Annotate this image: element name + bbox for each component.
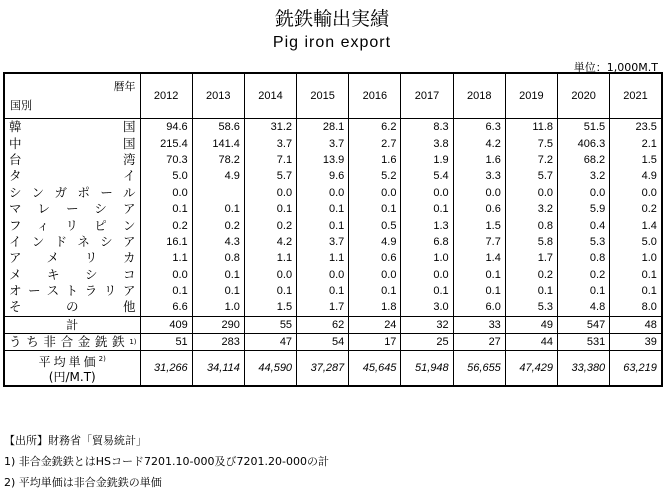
value-cell: 0.1 [401, 283, 453, 299]
value-cell: 0.1 [401, 201, 453, 217]
total-cell: 62 [297, 316, 349, 333]
year-cell: 2013 [192, 73, 244, 119]
value-cell: 1.4 [610, 217, 662, 233]
nonalloy-cell: 25 [401, 334, 453, 351]
total-cell: 48 [610, 316, 662, 333]
value-cell: 0.2 [192, 217, 244, 233]
year-cell: 2016 [349, 73, 401, 119]
country-label: その他 [4, 299, 140, 316]
nonalloy-cell: 531 [558, 334, 610, 351]
value-cell: 6.6 [140, 299, 192, 316]
value-cell: 0.2 [558, 267, 610, 283]
country-header: 国別 [10, 99, 32, 112]
value-cell: 8.3 [401, 119, 453, 136]
value-cell: 31.2 [244, 119, 296, 136]
nonalloy-label-char: 鉄 [112, 334, 125, 350]
nonalloy-cell: 54 [297, 334, 349, 351]
value-cell: 0.0 [453, 185, 505, 201]
value-cell: 6.0 [453, 299, 505, 316]
value-cell: 0.1 [297, 283, 349, 299]
value-cell: 23.5 [610, 119, 662, 136]
value-cell: 3.8 [401, 135, 453, 151]
value-cell: 5.0 [140, 168, 192, 184]
value-cell: 0.6 [453, 201, 505, 217]
price-cell: 63,219 [610, 351, 662, 387]
value-cell: 3.2 [558, 168, 610, 184]
table-row [4, 283, 662, 299]
country-label: オーストラリア [4, 283, 140, 299]
total-label: 計 [4, 316, 140, 333]
total-cell: 55 [244, 316, 296, 333]
price-cell: 33,380 [558, 351, 610, 387]
table-row [4, 217, 662, 233]
value-cell: 4.9 [349, 234, 401, 250]
value-cell: 1.6 [349, 152, 401, 168]
nonalloy-cell: 47 [244, 334, 296, 351]
value-cell: 0.1 [192, 267, 244, 283]
footnote-mark-2: 2) [98, 354, 106, 363]
price-row [4, 351, 662, 387]
country-label: インドネシア [4, 234, 140, 250]
value-cell: 5.8 [505, 234, 557, 250]
value-cell: 1.5 [610, 152, 662, 168]
year-cell: 2021 [610, 73, 662, 119]
year-cell: 2015 [297, 73, 349, 119]
price-cell: 51,948 [401, 351, 453, 387]
price-label-cell [4, 351, 140, 387]
value-cell: 0.0 [244, 185, 296, 201]
value-cell: 0.0 [401, 267, 453, 283]
nonalloy-label-char: ち [26, 334, 39, 350]
price-cell: 37,287 [297, 351, 349, 387]
value-cell: 0.8 [558, 250, 610, 266]
value-cell: 0.1 [610, 267, 662, 283]
value-cell: 0.0 [505, 185, 557, 201]
value-cell: 4.8 [558, 299, 610, 316]
value-cell: 5.7 [505, 168, 557, 184]
value-cell: 5.2 [349, 168, 401, 184]
price-cell: 34,114 [192, 351, 244, 387]
nonalloy-cell: 44 [505, 334, 557, 351]
value-cell: 0.0 [140, 185, 192, 201]
country-label: タイ [4, 168, 140, 184]
table-row [4, 201, 662, 217]
corner-cell [4, 73, 140, 119]
value-cell: 0.1 [453, 283, 505, 299]
value-cell: 0.0 [558, 185, 610, 201]
year-cell: 2017 [401, 73, 453, 119]
nonalloy-cell: 283 [192, 334, 244, 351]
value-cell: 1.3 [401, 217, 453, 233]
nonalloy-label-char: 金 [77, 334, 91, 350]
unit-label: 単位：1,000M.T [573, 61, 658, 74]
price-cell: 56,655 [453, 351, 505, 387]
footnote-1: 1) 非合金銑鉄とはHSコード7201.10-000及び7201.20-000の計 [4, 455, 329, 468]
value-cell: 3.3 [453, 168, 505, 184]
value-cell: 8.0 [610, 299, 662, 316]
value-cell: 0.0 [297, 267, 349, 283]
year-cell: 2019 [505, 73, 557, 119]
value-cell: 0.1 [140, 201, 192, 217]
total-cell: 290 [192, 316, 244, 333]
total-cell: 24 [349, 316, 401, 333]
title-english: Pig iron export [272, 34, 392, 51]
value-cell: 0.0 [401, 185, 453, 201]
value-cell: 3.7 [244, 135, 296, 151]
nonalloy-cell: 27 [453, 334, 505, 351]
table-row [4, 119, 662, 136]
value-cell: 0.1 [192, 283, 244, 299]
value-cell: 51.5 [558, 119, 610, 136]
value-cell: 28.1 [297, 119, 349, 136]
total-cell: 32 [401, 316, 453, 333]
value-cell: 0.0 [349, 267, 401, 283]
country-label: マレーシア [4, 201, 140, 217]
nonalloy-cell: 51 [140, 334, 192, 351]
country-label: フィリピン [4, 217, 140, 233]
value-cell: 4.3 [192, 234, 244, 250]
value-cell: 78.2 [192, 152, 244, 168]
value-cell: 0.1 [244, 201, 296, 217]
value-cell: 7.2 [505, 152, 557, 168]
value-cell: 0.0 [244, 267, 296, 283]
value-cell: 0.1 [349, 201, 401, 217]
value-cell: 1.7 [505, 250, 557, 266]
price-cell: 45,645 [349, 351, 401, 387]
price-label: 平均単価 [38, 354, 99, 369]
value-cell: 5.3 [505, 299, 557, 316]
value-cell: 11.8 [505, 119, 557, 136]
year-cell: 2014 [244, 73, 296, 119]
value-cell: 1.7 [297, 299, 349, 316]
value-cell: 1.0 [401, 250, 453, 266]
value-cell: 1.4 [453, 250, 505, 266]
value-cell: 0.2 [140, 217, 192, 233]
value-cell: 0.1 [192, 201, 244, 217]
value-cell: 4.2 [453, 135, 505, 151]
value-cell: 1.1 [244, 250, 296, 266]
footnote-mark-1: 1) [129, 338, 137, 347]
value-cell: 2.1 [610, 135, 662, 151]
table-row [4, 234, 662, 250]
year-cell: 2020 [558, 73, 610, 119]
nonalloy-row [4, 334, 662, 351]
country-label: アメリカ [4, 250, 140, 266]
total-cell: 547 [558, 316, 610, 333]
nonalloy-label-char: 非 [43, 334, 56, 350]
value-cell: 0.1 [349, 283, 401, 299]
country-label: メキシコ [4, 267, 140, 283]
value-cell: 0.5 [349, 217, 401, 233]
value-cell: 0.1 [558, 283, 610, 299]
value-cell: 16.1 [140, 234, 192, 250]
nonalloy-label-cell [4, 334, 140, 351]
nonalloy-cell: 39 [610, 334, 662, 351]
value-cell: 0.0 [297, 185, 349, 201]
value-cell: 1.9 [401, 152, 453, 168]
price-unit: (円/M.T) [48, 369, 96, 384]
value-cell: 3.2 [505, 201, 557, 217]
value-cell: 0.6 [349, 250, 401, 266]
value-cell: 1.5 [244, 299, 296, 316]
country-label: 中国 [4, 135, 140, 151]
value-cell: 0.2 [610, 201, 662, 217]
table-row [4, 168, 662, 184]
value-cell: 1.1 [297, 250, 349, 266]
value-cell: 0.1 [297, 201, 349, 217]
value-cell: 6.8 [401, 234, 453, 250]
export-table [3, 72, 663, 387]
value-cell: 5.7 [244, 168, 296, 184]
value-cell: 3.7 [297, 135, 349, 151]
value-cell: 3.7 [297, 234, 349, 250]
country-label: 韓国 [4, 119, 140, 136]
nonalloy-label-char: 合 [60, 334, 74, 350]
value-cell: 4.2 [244, 234, 296, 250]
value-cell: 5.4 [401, 168, 453, 184]
value-cell: 1.0 [192, 299, 244, 316]
value-cell: 1.8 [349, 299, 401, 316]
price-cell: 44,590 [244, 351, 296, 387]
price-cell: 31,266 [140, 351, 192, 387]
value-cell: 4.9 [610, 168, 662, 184]
value-cell: 0.2 [505, 267, 557, 283]
value-cell: 6.3 [453, 119, 505, 136]
year-cell: 2012 [140, 73, 192, 119]
table-row [4, 135, 662, 151]
value-cell: 70.3 [140, 152, 192, 168]
value-cell: 0.1 [140, 283, 192, 299]
table-row [4, 250, 662, 266]
value-cell: 0.0 [140, 267, 192, 283]
value-cell: 0.1 [244, 283, 296, 299]
table-row [4, 299, 662, 316]
title-japanese: 銑鉄輸出実績 [274, 8, 389, 30]
value-cell: 0.1 [297, 217, 349, 233]
value-cell: 5.9 [558, 201, 610, 217]
value-cell: 0.4 [558, 217, 610, 233]
value-cell: 2.7 [349, 135, 401, 151]
value-cell: 1.0 [610, 250, 662, 266]
table-row [4, 152, 662, 168]
value-cell: 1.6 [453, 152, 505, 168]
header-row [4, 73, 662, 119]
value-cell: 3.0 [401, 299, 453, 316]
value-cell: 4.9 [192, 168, 244, 184]
nonalloy-label-char: 銑 [94, 334, 108, 350]
value-cell: 141.4 [192, 135, 244, 151]
table-row [4, 267, 662, 283]
value-cell: 1.5 [453, 217, 505, 233]
value-cell: 0.8 [505, 217, 557, 233]
total-cell: 33 [453, 316, 505, 333]
nonalloy-cell: 17 [349, 334, 401, 351]
value-cell: 0.2 [244, 217, 296, 233]
source-note: 【出所】財務省「貿易統計」 [4, 434, 147, 447]
table-row [4, 185, 662, 201]
footnote-2: 2) 平均単価は非合金銑鉄の単価 [4, 476, 162, 489]
value-cell: 0.1 [453, 267, 505, 283]
price-cell: 47,429 [505, 351, 557, 387]
value-cell: 68.2 [558, 152, 610, 168]
year-cell: 2018 [453, 73, 505, 119]
total-cell: 49 [505, 316, 557, 333]
value-cell: 406.3 [558, 135, 610, 151]
year-header: 暦年 [113, 80, 136, 93]
value-cell: 7.1 [244, 152, 296, 168]
value-cell: 5.0 [610, 234, 662, 250]
value-cell [192, 185, 244, 201]
value-cell: 94.6 [140, 119, 192, 136]
value-cell: 0.1 [505, 283, 557, 299]
total-row [4, 316, 662, 333]
value-cell: 0.8 [192, 250, 244, 266]
value-cell: 0.0 [610, 185, 662, 201]
country-label: シンガポール [4, 185, 140, 201]
total-cell: 409 [140, 316, 192, 333]
value-cell: 9.6 [297, 168, 349, 184]
value-cell: 0.0 [349, 185, 401, 201]
value-cell: 7.7 [453, 234, 505, 250]
country-label: 台湾 [4, 152, 140, 168]
value-cell: 1.1 [140, 250, 192, 266]
value-cell: 13.9 [297, 152, 349, 168]
value-cell: 58.6 [192, 119, 244, 136]
value-cell: 5.3 [558, 234, 610, 250]
value-cell: 7.5 [505, 135, 557, 151]
value-cell: 215.4 [140, 135, 192, 151]
nonalloy-label-char: う [9, 334, 22, 350]
value-cell: 6.2 [349, 119, 401, 136]
value-cell: 0.1 [610, 283, 662, 299]
